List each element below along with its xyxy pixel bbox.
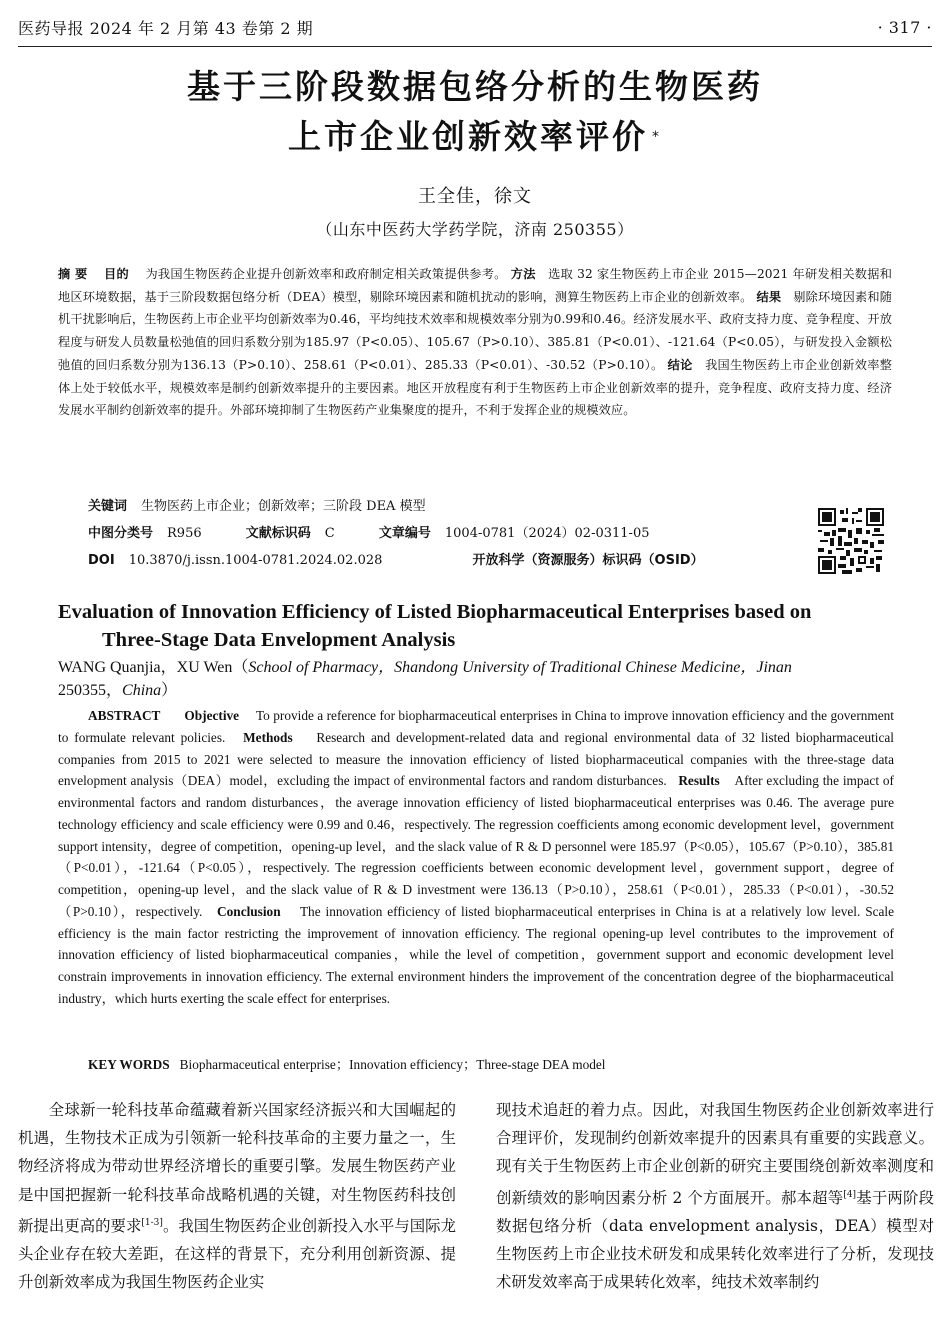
title-line-2-text: 上市企业创新效率评价: [288, 117, 648, 156]
intro-text-2: 。我国生物医药企业创新投入水平与国际龙头企业存在较大差距，在这样的背景下，充分利用创新资源、提升创新效率成为我国生物医药企业实: [18, 1216, 456, 1292]
intro-paragraph: [18, 1096, 456, 1297]
keywords-cn: 生物医药上市企业；创新效率；三阶段 DEA 模型: [141, 499, 426, 514]
right-text-2: 基于两阶段数据包络分析（data envelopment analysis，DEA）模型对生物医药上市企业技术研发和成果转化效率进行了分析，发现技术研发效率高于成果转化效率，纯技术效率制约: [496, 1188, 934, 1292]
doi-value: 10.3870/j.issn.1004-0781.2024.02.028: [128, 553, 383, 568]
title-line-1: 基于三阶段数据包络分析的生物医药: [187, 67, 763, 106]
title-line-2: [0, 112, 950, 162]
en-affiliation: School of Pharmacy，Shandong University of Traditional Chinese Medicine，Jinan: [248, 659, 792, 676]
affiliation-cn: （山东中医药大学药学院，济南 250355）: [316, 220, 634, 239]
clc-label: 中图分类号: [88, 526, 154, 541]
doc-code-label: 文献标识码: [245, 526, 311, 541]
methods-label: 方法: [510, 267, 536, 281]
en-conclusion-label: Conclusion: [217, 903, 281, 919]
objective-text: 为我国生物医药企业提升创新效率和政府制定相关政策提供参考。: [145, 267, 507, 281]
keywords-cn-row: [88, 495, 426, 514]
journal-issue: 医药导报 2024 年 2 月第 43 卷第 2 期: [18, 18, 314, 38]
article-title-en: [58, 598, 910, 654]
funding-note-mark: *: [652, 129, 662, 145]
en-postcode: 250355: [58, 682, 106, 699]
abstract-en: [58, 705, 894, 1010]
body-column-right: [496, 1096, 934, 1297]
results-text: 剔除环境因素和随机干扰影响后，生物医药上市企业平均创新效率为0.46，平均纯技术效率和规模效率分别为0.99和0.46。经济发展水平、政府支持力度、竞争程度、开放程度与研发人员数量松弛值的回归系数分别为185.97（P<0.05）、105.67（P>0.10）、385.81（P<0.01）、-121.64（P<0.05），与研发投入金额松弛值的回归系数分别为136.13（P>0.10）、258.61（P<0.01）、285.33（P<0.01）、-30.52（P>0.10）。: [58, 289, 892, 372]
en-abstract-label: ABSTRACT: [88, 708, 161, 723]
conclusion-label: 结论: [667, 357, 693, 372]
osid-qr-code[interactable]: [818, 508, 884, 574]
en-country: China: [122, 682, 162, 699]
body-column-left: [18, 1096, 456, 1297]
citation-ref[interactable]: [1-3]: [141, 1217, 163, 1228]
conclusion-text: 我国生物医药上市企业创新效率整体上处于较低水平，规模效率是制约创新效率提升的主要因素。地区开放程度有利于生物医药上市企业创新效率的提升，竞争程度、政府支持力度、经济发展水平制约创新效率的提升。外部环境抑制了生物医药产业集聚度的提升，不利于发挥企业的规模效应。: [58, 357, 893, 418]
citation-ref[interactable]: [4]: [843, 1189, 857, 1200]
abstract-cn: [58, 263, 892, 422]
en-methods-label: Methods: [243, 729, 293, 745]
intro-text-1: 全球新一轮科技革命蕴藏着新兴国家经济振兴和大国崛起的机遇，生物技术正成为引领新一轮科技革命的主要力量之一，生物经济将成为带动世界经济增长的重要引擎。发展生物医药产业是中国把握新一轮科技革命战略机遇的关键，对生物医药科技创新提出更高的要求: [18, 1101, 456, 1235]
right-text-1: 现技术追赶的着力点。因此，对我国生物医药企业创新效率进行合理评价，发现制约创新效率提升的因素具有重要的实践意义。现有关于生物医药上市企业创新的研究主要围绕创新效率测度和创新绩效的影响因素分析 2 个方面展开。郝本超等: [496, 1101, 934, 1207]
running-header: [18, 10, 932, 44]
authors-en: WANG Quanjia，XU Wen（School of Pharmacy，Shandong University of Traditional Chinese Medicine，Jinan 250355，China）: [58, 659, 792, 699]
en-objective-label: Objective: [184, 708, 240, 723]
en-methods-text: Research and development-related data and regional environmental data of 32 listed biopharmaceutical companies from 2015 to 2021 were selected to measure the innovation efficiency of listed biopharmaceutical companies with the three-stage data envelopment analysis（DEA）model，excluding the impact of environmental factors and random disturbances.: [58, 729, 894, 789]
doi-label: DOI: [88, 553, 115, 568]
osid-label: 开放科学（资源服务）标识码（OSID）: [472, 553, 704, 568]
en-results-label: Results: [678, 773, 720, 789]
en-keywords: Biopharmaceutical enterprise；Innovation efficiency；Three-stage DEA model: [179, 1057, 606, 1072]
classification-row: [88, 522, 650, 541]
intro-paragraph-continued: [496, 1096, 934, 1297]
clc-value: R956: [167, 526, 202, 541]
doi-row: [88, 549, 718, 568]
article-title-cn: [0, 62, 950, 162]
en-title-line-2: Three-Stage Data Envelopment Analysis: [102, 629, 456, 651]
keywords-en-row: [88, 1054, 606, 1073]
en-objective-text: To provide a reference for biopharmaceutical enterprises in China to improve innovation efficiency and the government to formulate relevant policies.: [58, 708, 894, 745]
en-author-names: WANG Quanjia，XU Wen: [58, 659, 233, 676]
objective-label: 目的: [103, 267, 129, 281]
article-no-value: 1004-0781（2024）02-0311-05: [444, 526, 650, 541]
doc-code-value: C: [324, 526, 335, 541]
authors-cn: 王全佳，徐文: [418, 186, 532, 207]
en-conclusion-text: The innovation efficiency of listed biopharmaceutical enterprises in China is at a relatively low level. Scale efficiency is the main factor restricting the improvement of innovation efficiency. The regional opening-up level contributes to the improvement of innovation efficiency of listed biopharmaceutical companies，while the level of competition，government support and economic development level constrain improvements in innovation efficiency. The external environment hinders the improvement of the concentration degree of the biopharmaceutical industry，which hurts exerting the scale effect for enterprises.: [58, 903, 894, 1006]
abstract-label: 摘 要: [58, 267, 88, 281]
results-label: 结果: [756, 289, 782, 304]
methods-text: 选取 32 家生物医药上市企业 2015—2021 年研发相关数据和地区环境数据，基于三阶段数据包络分析（DEA）模型，剔除环境因素和随机扰动的影响，测算生物医药上市企业的创新效率。: [58, 267, 892, 304]
keywords-label: 关键词: [88, 499, 128, 514]
article-no-label: 文章编号: [378, 526, 431, 541]
en-results-text: After excluding the impact of environmental factors and random disturbances，the average innovation efficiency of listed biopharmaceutical enterprises was 0.46. The average pure technology efficiency and scale efficiency were 0.99 and 0.46，respectively. The regression coefficients among economic development level，government support intensity，degree of competition，opening-up level，and the slack value of R & D personnel were 185.97（P<0.05），105.67（P>0.10），385.81（P<0.01），-121.64（P<0.05），respectively. The regression coefficients between economic development level，government support，degree of competition，opening-up level，and the slack value of R & D investment were 136.13（P>0.10），258.61（P<0.01），285.33（P<0.01），-30.52（P>0.10），respectively.: [58, 773, 894, 919]
page-number: · 317 ·: [877, 17, 932, 37]
en-keywords-label: KEY WORDS: [88, 1057, 170, 1072]
header-rule: [18, 46, 932, 47]
en-title-line-1: Evaluation of Innovation Efficiency of Listed Biopharmaceutical Enterprises based on: [58, 601, 812, 623]
